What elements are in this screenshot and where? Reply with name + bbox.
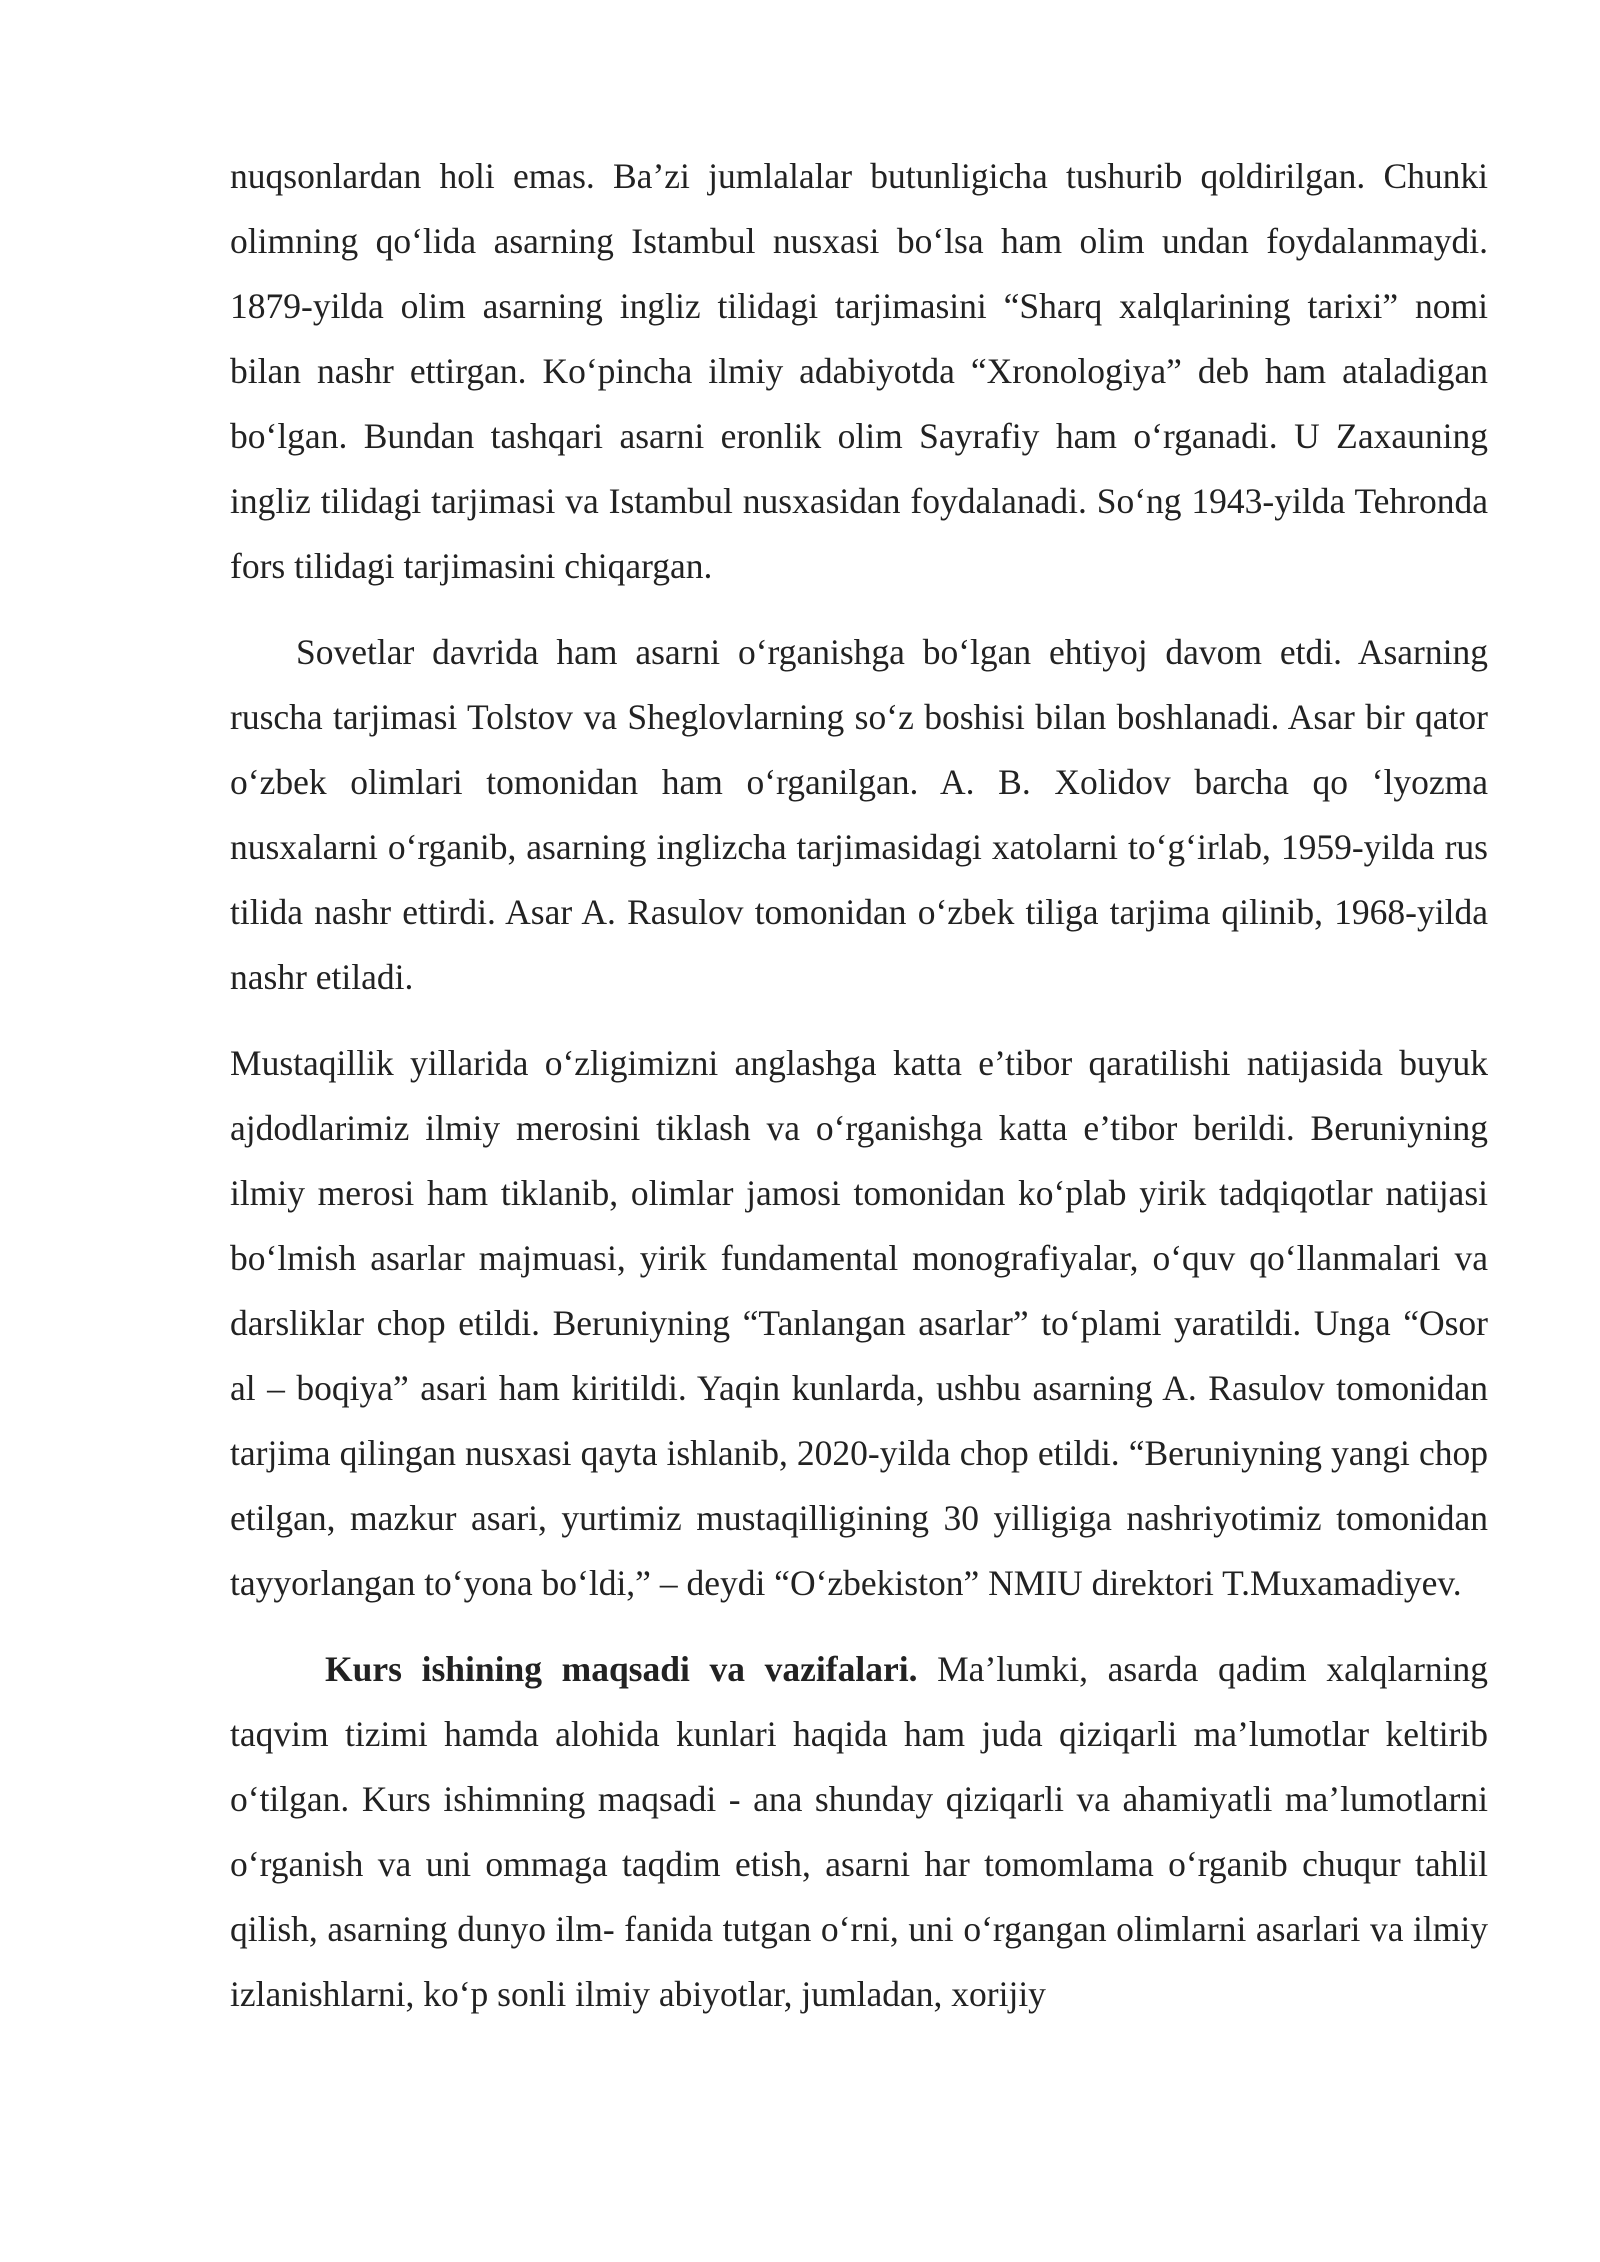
paragraph-4-text: Ma’lumki, asarda qadim xalqlarning taqvim tizimi hamda alohida kunlari haqida ham juda qiziqarli ma’lumotlar keltirib o‘tilgan. Kurs ishimning maqsadi - ana shunday qiziqarli va ahamiyatli ma’lumotlarni o‘rganish va uni ommaga taqdim etish, asarni har tomomlama o‘rganib chuqur tahlil qilish, asarning dunyo ilm- fanida tutgan o‘rni, uni o‘rgangan olimlarni asarlari va ilmiy izlanishlarni, ko‘p sonli ilmiy abiyotlar, jumladan, xorijiy bbox=[230, 1649, 1488, 2014]
section-heading: Kurs ishining maqsadi va vazifalari. bbox=[325, 1649, 918, 1689]
paragraph-3: Mustaqillik yillarida o‘zligimizni anglashga katta e’tibor qaratilishi natijasida buyuk ajdodlarimiz ilmiy merosini tiklash va o‘rganishga katta e’tibor berildi. Beruniyning ilmiy merosi ham tiklanib, olimlar jamosi tomonidan ko‘plab yirik tadqiqotlar natijasi bo‘lmish asarlar majmuasi, yirik fundamental monografiyalar, o‘quv qo‘llanmalari va darsliklar chop etildi. Beruniyning “Tanlangan asarlar” to‘plami yaratildi. Unga “Osor al – boqiya” asari ham kiritildi. Yaqin kunlarda, ushbu asarning A. Rasulov tomonidan tarjima qilingan nusxasi qayta ishlanib, 2020-yilda chop etildi. “Beruniyning yangi chop etilgan, mazkur asari, yurtimiz mustaqilligining 30 yilligiga nashriyotimiz tomonidan tayyorlangan to‘yona bo‘ldi,” – deydi “O‘zbekiston” NMIU direktori T.Muxamadiyev. bbox=[230, 1043, 1488, 1603]
paragraph-4 bbox=[230, 1637, 1488, 2027]
paragraph-1: nuqsonlardan holi emas. Ba’zi jumlalalar butunligicha tushurib qoldirilgan. Chunki olimning qo‘lida asarning Istambul nusxasi bo‘lsa ham olim undan foydalanmaydi. 1879-yilda olim asarning ingliz tilidagi tarjimasini “Sharq xalqlarining tarixi” nomi bilan nashr ettirgan. Ko‘pincha ilmiy adabiyotda “Xronologiya” deb ham ataladigan bo‘lgan. Bundan tashqari asarni eronlik olim Sayrafiy ham o‘rganadi. U Zaxauning ingliz tilidagi tarjimasi va Istambul nusxasidan foydalanadi. So‘ng 1943-yilda Tehronda fors tilidagi tarjimasini chiqargan. bbox=[230, 156, 1488, 586]
paragraph-2: Sovetlar davrida ham asarni o‘rganishga bo‘lgan ehtiyoj davom etdi. Asarning ruscha tarjimasi Tolstov va Sheglovlarning so‘z boshisi bilan boshlanadi. Asar bir qator o‘zbek olimlari tomonidan ham o‘rganilgan. A. B. Xolidov barcha qo ‘lyozma nusxalarni o‘rganib, asarning inglizcha tarjimasidagi xatolarni to‘g‘irlab, 1959-yilda rus tilida nashr ettirdi. Asar A. Rasulov tomonidan o‘zbek tiliga tarjima qilinib, 1968-yilda nashr etiladi. bbox=[230, 632, 1488, 997]
document-body bbox=[230, 144, 1488, 2027]
